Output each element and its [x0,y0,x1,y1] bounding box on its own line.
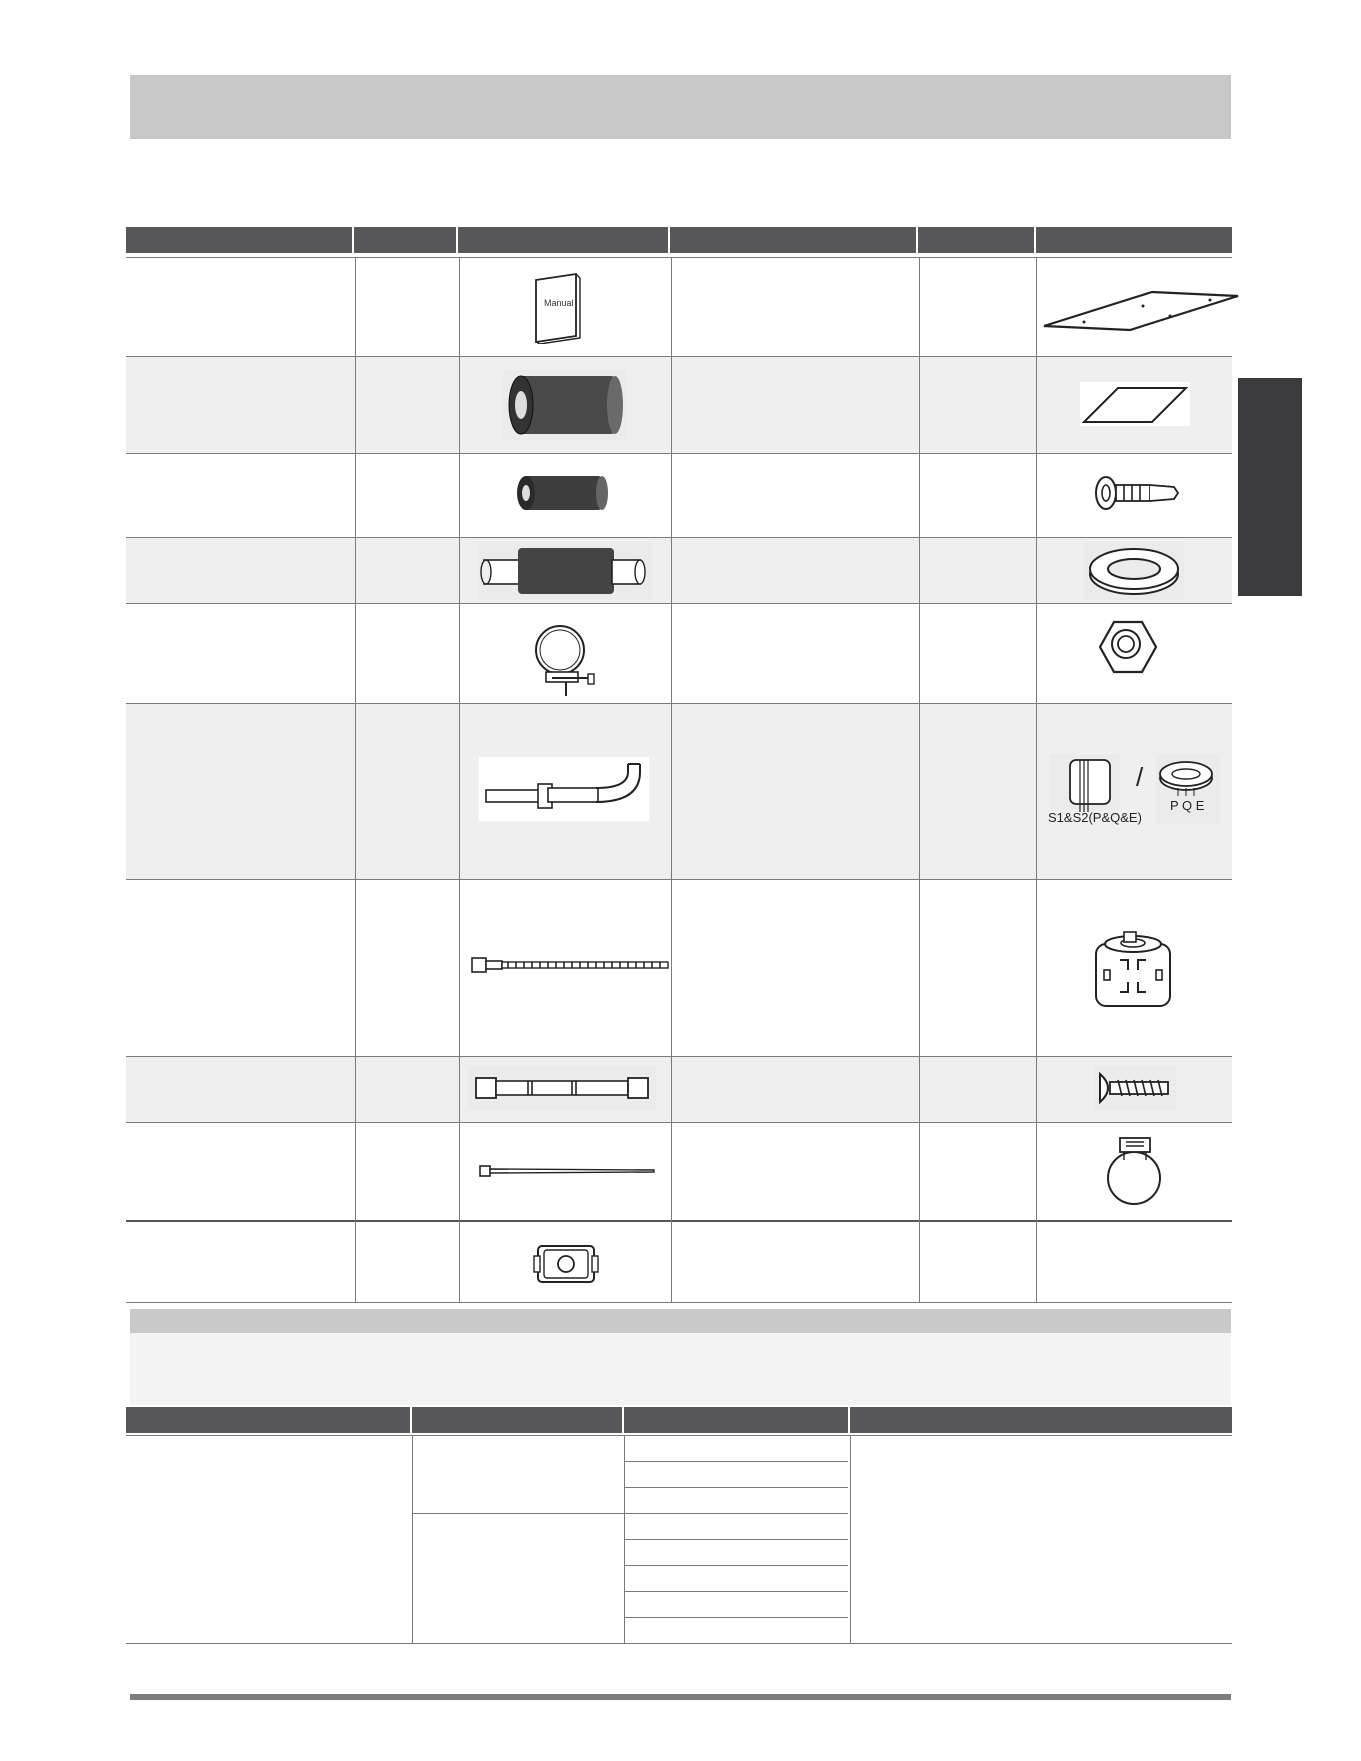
row-divider [624,1487,848,1488]
column-divider [624,1435,625,1643]
drain-plug-icon [1092,470,1184,516]
column-divider [919,257,920,1302]
large-insulation-sleeve-icon [503,370,627,440]
square-pad-icon [1080,382,1190,426]
header-cell-col4 [850,1407,1232,1433]
table-row-shade [126,1056,1232,1122]
screw-icon [1094,1066,1176,1110]
row-divider [126,537,1232,538]
row-divider [126,1435,1232,1436]
row-divider [126,356,1232,357]
note-header-bar [130,1309,1231,1333]
small-insulation-sleeve-icon [512,470,614,516]
header-cell-shape [458,227,668,253]
title-bar [130,75,1231,139]
sealing-ring-icon [1084,542,1184,600]
row-divider [624,1591,848,1592]
ferrite-core-icon [1090,930,1176,1012]
footer-rule [130,1694,1231,1700]
table-row-shade [126,356,1232,453]
cable-tie-icon [478,1162,658,1180]
header-cell-name-2 [670,227,916,253]
connecting-pipe-icon [468,1066,656,1110]
row-divider [126,703,1232,704]
cable-strap-icon [470,950,670,980]
row-divider [126,1643,1232,1644]
row-divider [126,1220,1232,1222]
plate-icon [1040,288,1240,332]
row-divider [126,879,1232,880]
column-divider [459,257,460,1302]
column-divider [1036,257,1037,1302]
row-divider [126,1302,1232,1303]
wire-clamp-icon [526,620,604,698]
manual-label: Manual [544,298,574,308]
row-divider [412,1513,848,1514]
row-divider [624,1539,848,1540]
column-divider [412,1435,413,1643]
manual-icon [532,270,600,344]
magnetic-ring-separator: / [1136,762,1144,792]
note-body [130,1333,1231,1405]
row-divider [624,1461,848,1462]
column-divider [355,257,356,1302]
header-cell-qty-2 [918,227,1034,253]
header-cell-col2 [412,1407,622,1433]
table-row-shade [126,537,1232,603]
header-cell-col1 [126,1407,410,1433]
column-divider [671,257,672,1302]
row-divider [624,1617,848,1618]
header-cell-name [126,227,352,253]
magnetic-ring-label-left: S1&S2(P&Q&E) [1048,810,1142,825]
header-cell-col3 [624,1407,848,1433]
row-divider [624,1565,848,1566]
flare-nut-icon [1098,618,1158,676]
row-divider [126,1122,1232,1123]
header-cell-shape-2 [1036,227,1232,253]
row-divider [126,257,1232,258]
drain-elbow-pipe-icon [478,756,650,822]
section-side-tab [1238,378,1302,596]
row-divider [126,1056,1232,1057]
row-divider [126,603,1232,604]
cable-holder-icon [532,1240,600,1288]
magnetic-ring-icon [1046,752,1222,828]
hose-clamp-icon [1100,1134,1170,1208]
magnetic-ring-label-right: P Q E [1170,798,1205,813]
column-divider [850,1435,851,1643]
row-divider [126,453,1232,454]
insulated-pipe-icon [478,542,652,600]
header-cell-qty [354,227,456,253]
